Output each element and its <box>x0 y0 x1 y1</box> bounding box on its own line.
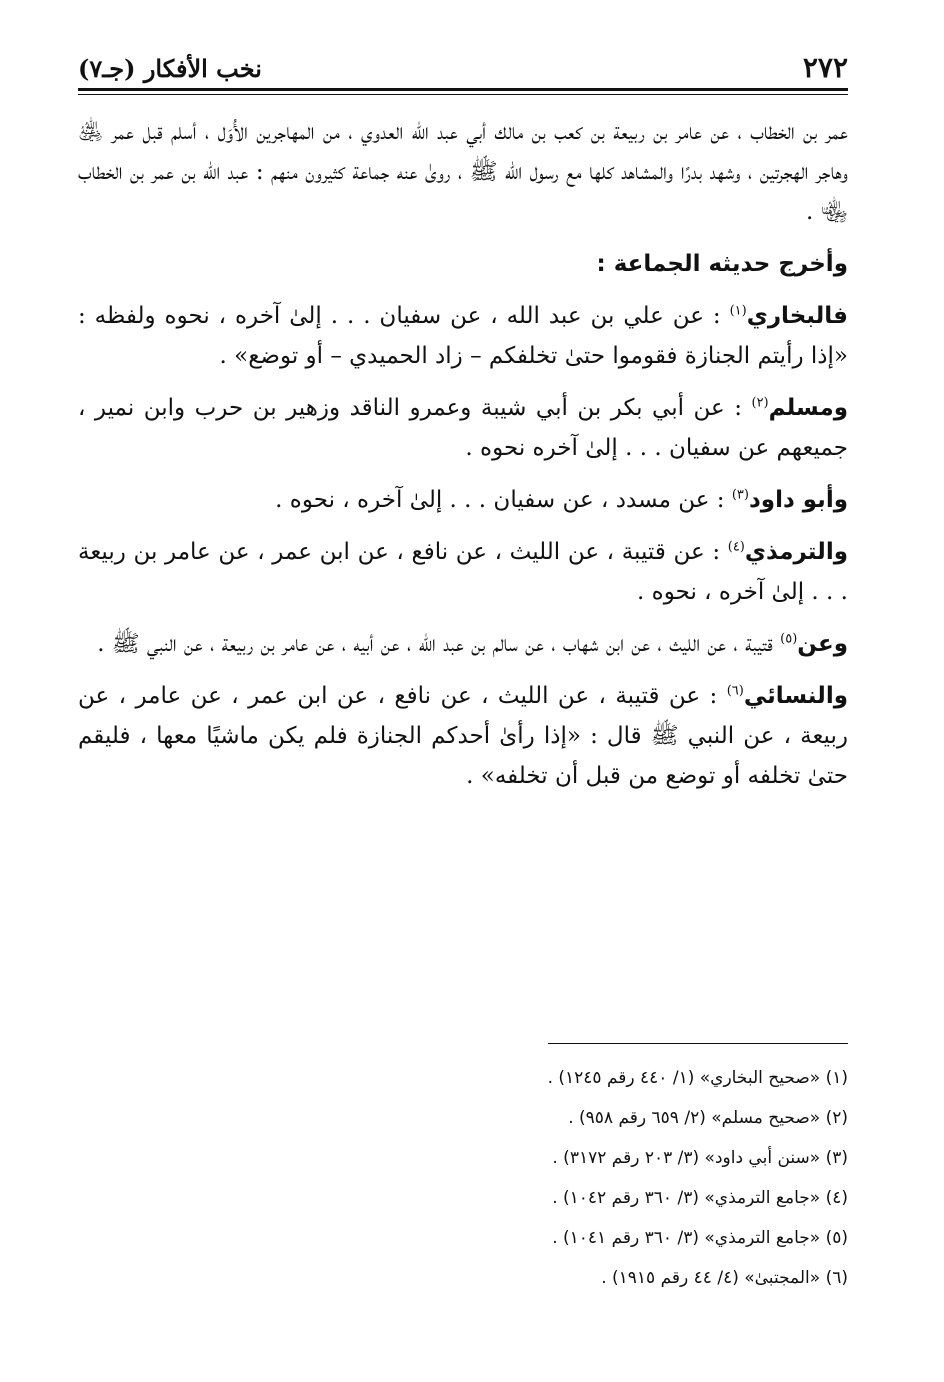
footnote-ref[interactable]: (٤) <box>727 539 745 555</box>
footnote-ref[interactable]: (٦) <box>726 683 744 699</box>
main-text <box>78 112 848 808</box>
footnote-item: (٤) «جامع الترمذي» (٣/ ٣٦٠ رقم ١٠٤٢) . <box>552 1188 848 1208</box>
paragraph-text: : عن مسدد ، عن سفيان . . . إلىٰ آخره ، نحوه . <box>275 487 732 513</box>
footnote-item: (٣) «سنن أبي داود» (٣/ ٢٠٣ رقم ٣١٧٢) . <box>552 1148 848 1168</box>
paragraph-nasai <box>78 676 848 796</box>
paragraph-biography: عمر بن الخطاب ، عن عامر بن ربيعة بن كعب بن مالك أبي عبد الله العدوي ، من المهاجرين الأُوَل ، أسلم قبل عمر ﵁ وهاجر الهجرتين ، وشهد بدرًا والمشاهد كلها مع رسول الله ﷺ ، روىٰ عنه جماعة كثيرون منهم : عبد الله بن عمر بن الخطاب ﵄ . <box>78 119 848 225</box>
source-name: والنسائي <box>743 683 848 709</box>
paragraph-tirmidhi-2 <box>78 624 848 664</box>
footnote-separator <box>548 1043 848 1044</box>
page-header <box>78 44 848 84</box>
paragraph-text: : عن علي بن عبد الله ، عن سفيان . . . إلىٰ آخره ، نحوه ولفظه : «إذا رأيتم الجنازة فقوموا حتىٰ تخلفكم – زاد الحميدي – أو توضع» . <box>78 303 848 369</box>
paragraph-abu-dawud <box>78 480 848 520</box>
source-name: وعن <box>797 631 848 657</box>
footnote-item: (٦) «المجتبىٰ» (٤/ ٤٤ رقم ١٩١٥) . <box>601 1268 848 1288</box>
heading-text: وأخرج حديثه الجماعة : <box>596 251 848 277</box>
source-name: ومسلم <box>768 395 848 421</box>
source-name: فالبخاري <box>746 303 848 329</box>
footnote-ref[interactable]: (١) <box>729 303 747 319</box>
paragraph-tirmidhi <box>78 532 848 612</box>
source-name: وأبو داود <box>748 487 848 513</box>
paragraph-text: : عن قتيبة ، عن الليث ، عن نافع ، عن ابن عمر ، عن عامر ، عن ربيعة ، عن النبي ﷺ قال : «إذا رأىٰ أحدكم الجنازة فلم يكن ماشيًا معها ، فليقم حتىٰ تخلفه أو توضع من قبل أن تخلفه» . <box>78 683 848 789</box>
header-rule-thick <box>78 88 848 91</box>
header-rule-thin <box>78 94 848 95</box>
footnote-item: (٢) «صحيح مسلم» (٢/ ٦٥٩ رقم ٩٥٨) . <box>568 1108 848 1128</box>
source-name: والترمذي <box>744 539 848 565</box>
section-heading <box>78 244 848 284</box>
paragraph-bukhari <box>78 296 848 376</box>
footnote-ref[interactable]: (٢) <box>751 395 769 411</box>
running-title: نخب الأفكار (جـ٧) <box>78 54 262 83</box>
footnote-item: (٥) «جامع الترمذي» (٣/ ٣٦٠ رقم ١٠٤١) . <box>552 1228 848 1248</box>
footnote-item: (١) «صحيح البخاري» (١/ ٤٤٠ رقم ١٢٤٥) . <box>547 1068 848 1088</box>
paragraph-muslim <box>78 388 848 468</box>
page-number: ٢٧٢ <box>802 51 848 84</box>
paragraph-text: : عن أبي بكر بن أبي شيبة وعمرو الناقد وزهير بن حرب وابن نمير ، جميعهم عن سفيان . . . إلىٰ آخره نحوه . <box>78 395 848 461</box>
paragraph-text: : عن قتيبة ، عن الليث ، عن نافع ، عن ابن عمر ، عن عامر بن ربيعة . . . إلىٰ آخره ، نحوه . <box>78 539 848 605</box>
paragraph-text: قتيبة ، عن الليث ، عن ابن شهاب ، عن سالم بن عبد الله ، عن أبيه ، عن عامر بن ربيعة ، عن النبي ﷺ . <box>97 631 781 657</box>
footnote-ref[interactable]: (٣) <box>731 487 749 503</box>
footnotes <box>148 1058 848 1298</box>
footnote-ref[interactable]: (٥) <box>780 631 798 647</box>
